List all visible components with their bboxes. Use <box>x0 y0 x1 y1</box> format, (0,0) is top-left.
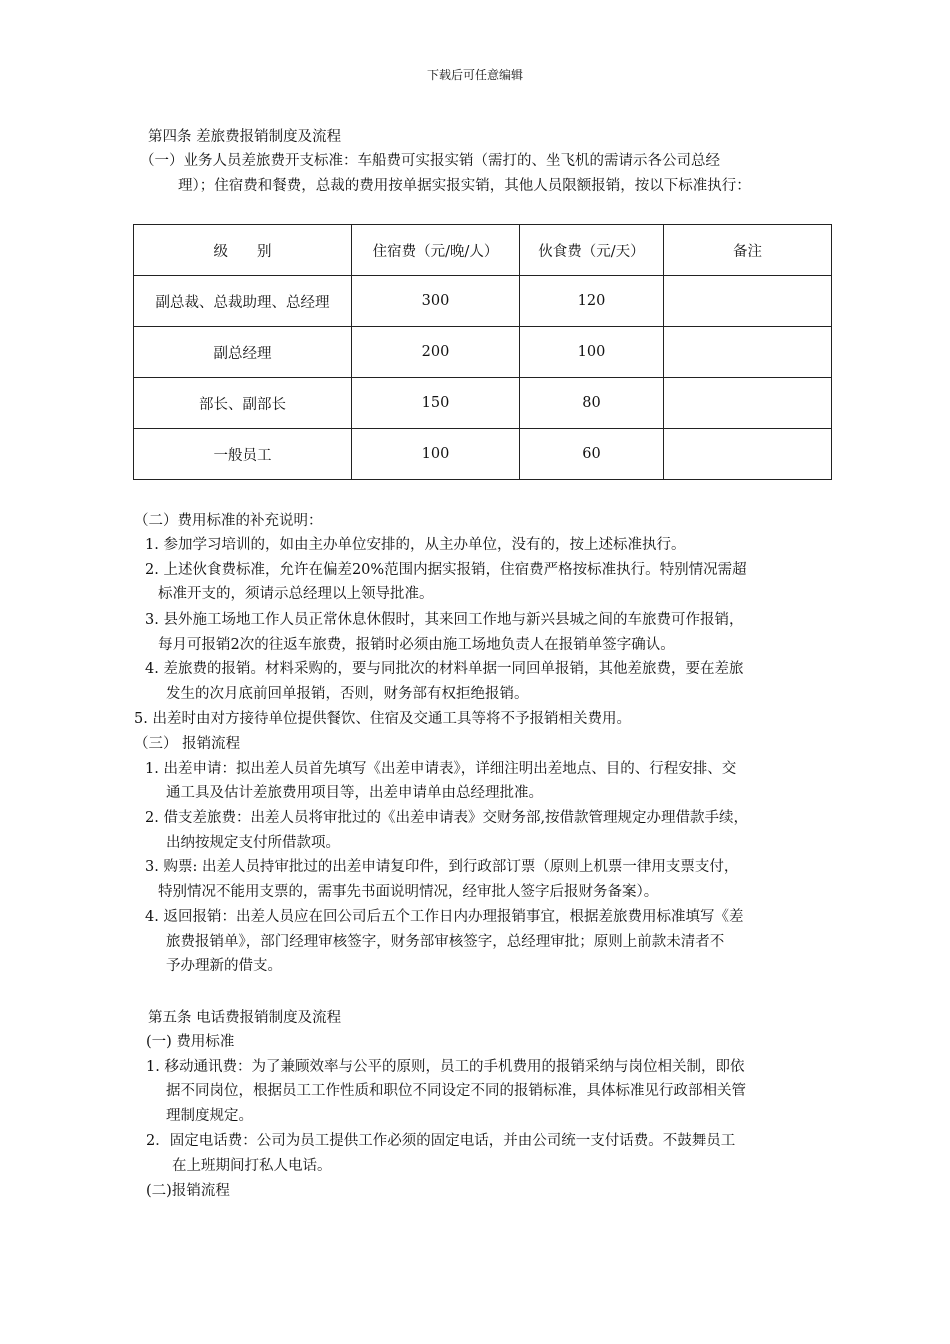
list-item-cont: 旅费报销单》，部门经理审核签字，财务部审核签字，总经理审批；原则上前款未清者不 <box>166 934 725 950</box>
article-4-para-line: （一）业务人员差旅费开支标准：车船费可实报实销（需打的、坐飞机的需请示各公司总经 <box>140 153 720 169</box>
list-item-cont: 每月可报销2次的往返车旅费，报销时必须由施工场地负责人在报销单签字确认。 <box>158 637 675 653</box>
list-item: 2. 借支差旅费：出差人员将审批过的《出差申请表》交财务部,按借款管理规定办理借款手续， <box>145 810 749 826</box>
article-4-title: 第四条 差旅费报销制度及流程 <box>148 129 342 145</box>
header-meal: 伙食费（元/天） <box>520 225 664 276</box>
cell-lodging: 300 <box>352 276 520 327</box>
cell-meal: 80 <box>520 378 664 429</box>
travel-expense-standard-table <box>133 224 832 480</box>
header-lodging: 住宿费（元/晚/人） <box>352 225 520 276</box>
table-header-row <box>134 225 832 276</box>
cell-meal: 60 <box>520 429 664 480</box>
list-item: 3. 县外施工场地工作人员正常休息休假时，其来回工作地与新兴县城之间的车旅费可作报销， <box>145 612 744 628</box>
table-row <box>134 276 832 327</box>
list-item: 5. 出差时由对方接待单位提供餐饮、住宿及交通工具等将不予报销相关费用。 <box>134 711 631 727</box>
header-level: 级 别 <box>134 225 352 276</box>
article-4-para-line: 理）；住宿费和餐费，总裁的费用按单据实报实销，其他人员限额报销，按以下标准执行： <box>178 178 751 194</box>
list-item: 1. 参加学习培训的，如由主办单位安排的，从主办单位，没有的，按上述标准执行。 <box>145 537 686 553</box>
list-item-cont: 发生的次月底前回单报销，否则，财务部有权拒绝报销。 <box>166 686 529 702</box>
section-title: （二）费用标准的补充说明： <box>134 513 323 529</box>
list-item: 3. 购票: 出差人员持审批过的出差申请复印件，到行政部订票（原则上机票一律用支票支付， <box>145 859 739 875</box>
cell-level: 副总裁、总裁助理、总经理 <box>134 276 352 327</box>
header-remark: 备注 <box>664 225 832 276</box>
list-item-cont: 在上班期间打私人电话。 <box>172 1158 332 1174</box>
list-item: 1. 出差申请：拟出差人员首先填写《出差申请表》，详细注明出差地点、目的、行程安排、交 <box>145 761 737 777</box>
cell-lodging: 150 <box>352 378 520 429</box>
list-item: 2．固定电话费：公司为员工提供工作必须的固定电话，并由公司统一支付话费。不鼓舞员工 <box>146 1133 736 1149</box>
list-item-cont: 据不同岗位，根据员工工作性质和职位不同设定不同的报销标准，具体标准见行政部相关管 <box>166 1083 746 1099</box>
cell-meal: 120 <box>520 276 664 327</box>
section-title: (二)报销流程 <box>146 1183 230 1199</box>
list-item-cont: 通工具及估计差旅费用项目等，出差申请单由总经理批准。 <box>166 785 543 801</box>
list-item-cont: 予办理新的借支。 <box>166 958 282 974</box>
section-title: (一) 费用标准 <box>146 1034 235 1050</box>
page-header: 下载后可任意编辑 <box>426 68 523 82</box>
cell-remark <box>664 378 832 429</box>
list-item-cont: 特别情况不能用支票的，需事先书面说明情况，经审批人签字后报财务备案）。 <box>158 884 659 900</box>
cell-lodging: 200 <box>352 327 520 378</box>
list-item: 4. 差旅费的报销。材料采购的，要与同批次的材料单据一同回单报销，其他差旅费，要在差旅 <box>145 661 744 677</box>
cell-remark <box>664 276 832 327</box>
cell-remark <box>664 327 832 378</box>
list-item-cont: 标准开支的，须请示总经理以上领导批准。 <box>158 586 434 602</box>
table-row <box>134 429 832 480</box>
list-item: 1. 移动通讯费：为了兼顾效率与公平的原则，员工的手机费用的报销采纳与岗位相关制，即依 <box>146 1059 745 1075</box>
cell-level: 部长、副部长 <box>134 378 352 429</box>
cell-lodging: 100 <box>352 429 520 480</box>
list-item-cont: 出纳按规定支付所借款项。 <box>166 835 340 851</box>
cell-level: 一般员工 <box>134 429 352 480</box>
cell-meal: 100 <box>520 327 664 378</box>
cell-remark <box>664 429 832 480</box>
table-row <box>134 378 832 429</box>
table-row <box>134 327 832 378</box>
article-5-title: 第五条 电话费报销制度及流程 <box>148 1010 342 1026</box>
list-item-cont: 理制度规定。 <box>166 1108 253 1124</box>
list-item: 4. 返回报销：出差人员应在回公司后五个工作日内办理报销事宜，根据差旅费用标准填写《差 <box>145 909 744 925</box>
section-title: （三） 报销流程 <box>134 736 241 752</box>
cell-level: 副总经理 <box>134 327 352 378</box>
list-item: 2. 上述伙食费标准，允许在偏差20%范围内据实报销，住宿费严格按标准执行。特别情况需超 <box>145 562 747 578</box>
